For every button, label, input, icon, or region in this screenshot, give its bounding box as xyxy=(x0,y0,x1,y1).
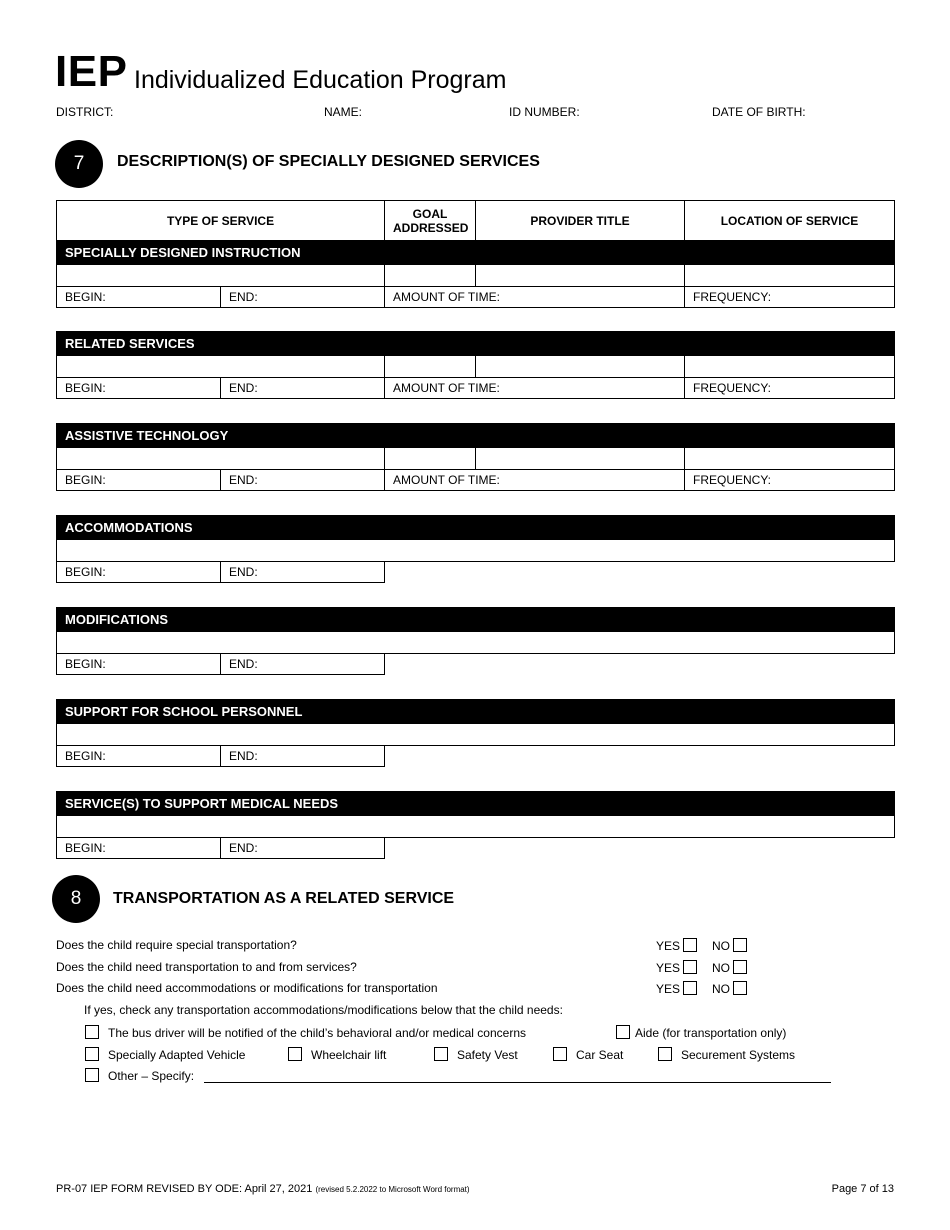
aide-checkbox[interactable] xyxy=(616,1025,630,1039)
wheelchair-lift-checkbox[interactable] xyxy=(288,1047,302,1061)
accommodations-field[interactable] xyxy=(57,540,895,562)
q3-yes-checkbox[interactable] xyxy=(683,981,697,995)
safety-vest-checkbox[interactable] xyxy=(434,1047,448,1061)
securement-systems-checkbox[interactable] xyxy=(658,1047,672,1061)
related-provider-field[interactable] xyxy=(476,356,685,378)
bus-driver-checkbox[interactable] xyxy=(85,1025,99,1039)
assistive-end-field[interactable]: END: xyxy=(221,470,385,491)
sdi-frequency-field[interactable]: FREQUENCY: xyxy=(685,287,895,308)
option-wheelchair-lift[interactable]: Wheelchair lift xyxy=(288,1047,386,1062)
medical-end-field[interactable]: END: xyxy=(221,838,385,859)
name-label: NAME: xyxy=(324,105,363,119)
option-securement-systems[interactable]: Securement Systems xyxy=(658,1047,795,1062)
section-7-badge: 7 xyxy=(55,140,103,188)
section-7-title: DESCRIPTION(S) OF SPECIALLY DESIGNED SERVICES xyxy=(117,153,540,170)
adapted-vehicle-checkbox[interactable] xyxy=(85,1047,99,1061)
option-other[interactable]: Other – Specify: xyxy=(85,1068,194,1083)
option-aide[interactable]: Aide (for transportation only) xyxy=(616,1025,786,1040)
question-special-transportation: Does the child require special transportation? xyxy=(56,938,297,952)
q2-yes: YES xyxy=(656,960,697,975)
assistive-location-field[interactable] xyxy=(685,448,895,470)
support-personnel-field[interactable] xyxy=(57,724,895,746)
modifications-end-field[interactable]: END: xyxy=(221,654,385,675)
sdi-amount-field[interactable]: AMOUNT OF TIME: xyxy=(385,287,685,308)
related-services-band: RELATED SERVICES xyxy=(57,332,895,356)
accommodations-blank xyxy=(385,562,895,583)
accommodations-begin-field[interactable]: BEGIN: xyxy=(57,562,221,583)
assistive-type-field[interactable] xyxy=(57,448,385,470)
medical-begin-field[interactable]: BEGIN: xyxy=(57,838,221,859)
car-seat-checkbox[interactable] xyxy=(553,1047,567,1061)
transport-instruction: If yes, check any transportation accommodations/modifications below that the child needs: xyxy=(84,1003,563,1017)
sdi-type-field[interactable] xyxy=(57,265,385,287)
support-personnel-band: SUPPORT FOR SCHOOL PERSONNEL xyxy=(57,700,895,724)
iep-logo-text: IEP xyxy=(55,47,128,96)
other-specify-line[interactable] xyxy=(204,1082,831,1083)
q1-no: NO xyxy=(712,938,747,953)
q1-no-checkbox[interactable] xyxy=(733,938,747,952)
assistive-begin-field[interactable]: BEGIN: xyxy=(57,470,221,491)
accommodations-table xyxy=(56,515,895,583)
sdi-end-field[interactable]: END: xyxy=(221,287,385,308)
related-begin-field[interactable]: BEGIN: xyxy=(57,378,221,399)
medical-needs-table xyxy=(56,791,895,859)
section-8-badge: 8 xyxy=(52,875,100,923)
q2-no-checkbox[interactable] xyxy=(733,960,747,974)
sdi-location-field[interactable] xyxy=(685,265,895,287)
medical-blank xyxy=(385,838,895,859)
support-begin-field[interactable]: BEGIN: xyxy=(57,746,221,767)
date-of-birth-label: DATE OF BIRTH: xyxy=(712,105,806,119)
footer-revised-note: (revised 5.2.2022 to Microsoft Word format) xyxy=(315,1185,470,1194)
option-adapted-vehicle[interactable]: Specially Adapted Vehicle xyxy=(85,1047,245,1062)
type-of-service-header: TYPE OF SERVICE xyxy=(57,201,385,241)
q3-no: NO xyxy=(712,981,747,996)
related-type-field[interactable] xyxy=(57,356,385,378)
modifications-field[interactable] xyxy=(57,632,895,654)
q2-no: NO xyxy=(712,960,747,975)
q1-yes-checkbox[interactable] xyxy=(683,938,697,952)
related-services-table xyxy=(56,331,895,399)
related-goal-field[interactable] xyxy=(385,356,476,378)
assistive-technology-table xyxy=(56,423,895,491)
accommodations-end-field[interactable]: END: xyxy=(221,562,385,583)
district-label: DISTRICT: xyxy=(56,105,114,119)
assistive-frequency-field[interactable]: FREQUENCY: xyxy=(685,470,895,491)
related-end-field[interactable]: END: xyxy=(221,378,385,399)
footer-form-info: PR-07 IEP FORM REVISED BY ODE: April 27, 2021 (revised 5.2.2022 to Microsoft Word format) xyxy=(56,1183,470,1195)
assistive-provider-field[interactable] xyxy=(476,448,685,470)
other-checkbox[interactable] xyxy=(85,1068,99,1082)
page-title: Individualized Education Program xyxy=(134,66,507,94)
support-personnel-table xyxy=(56,699,895,767)
modifications-blank xyxy=(385,654,895,675)
assistive-goal-field[interactable] xyxy=(385,448,476,470)
section-8-title: TRANSPORTATION AS A RELATED SERVICE xyxy=(113,890,455,907)
sdi-begin-field[interactable]: BEGIN: xyxy=(57,287,221,308)
q3-no-checkbox[interactable] xyxy=(733,981,747,995)
sdi-provider-field[interactable] xyxy=(476,265,685,287)
provider-title-header: PROVIDER TITLE xyxy=(476,201,685,241)
modifications-table xyxy=(56,607,895,675)
location-of-service-header: LOCATION OF SERVICE xyxy=(685,201,895,241)
assistive-technology-band: ASSISTIVE TECHNOLOGY xyxy=(57,424,895,448)
modifications-band: MODIFICATIONS xyxy=(57,608,895,632)
option-bus-driver[interactable]: The bus driver will be notified of the child’s behavioral and/or medical concerns xyxy=(85,1025,526,1040)
q3-yes: YES xyxy=(656,981,697,996)
modifications-begin-field[interactable]: BEGIN: xyxy=(57,654,221,675)
sdi-table xyxy=(56,200,895,308)
related-location-field[interactable] xyxy=(685,356,895,378)
support-end-field[interactable]: END: xyxy=(221,746,385,767)
option-safety-vest[interactable]: Safety Vest xyxy=(434,1047,518,1062)
medical-needs-band: SERVICE(S) TO SUPPORT MEDICAL NEEDS xyxy=(57,792,895,816)
medical-needs-field[interactable] xyxy=(57,816,895,838)
related-frequency-field[interactable]: FREQUENCY: xyxy=(685,378,895,399)
page-number: Page 7 of 13 xyxy=(831,1183,894,1195)
support-blank xyxy=(385,746,895,767)
option-car-seat[interactable]: Car Seat xyxy=(553,1047,623,1062)
id-number-label: ID NUMBER: xyxy=(509,105,580,119)
goal-addressed-header: GOAL ADDRESSED xyxy=(385,201,476,241)
q1-yes: YES xyxy=(656,938,697,953)
accommodations-band: ACCOMMODATIONS xyxy=(57,516,895,540)
related-amount-field[interactable]: AMOUNT OF TIME: xyxy=(385,378,685,399)
q2-yes-checkbox[interactable] xyxy=(683,960,697,974)
sdi-band: SPECIALLY DESIGNED INSTRUCTION xyxy=(57,241,895,265)
question-transport-services: Does the child need transportation to and from services? xyxy=(56,960,357,974)
question-transport-accommodations: Does the child need accommodations or modifications for transportation xyxy=(56,981,438,995)
assistive-amount-field[interactable]: AMOUNT OF TIME: xyxy=(385,470,685,491)
sdi-goal-field[interactable] xyxy=(385,265,476,287)
